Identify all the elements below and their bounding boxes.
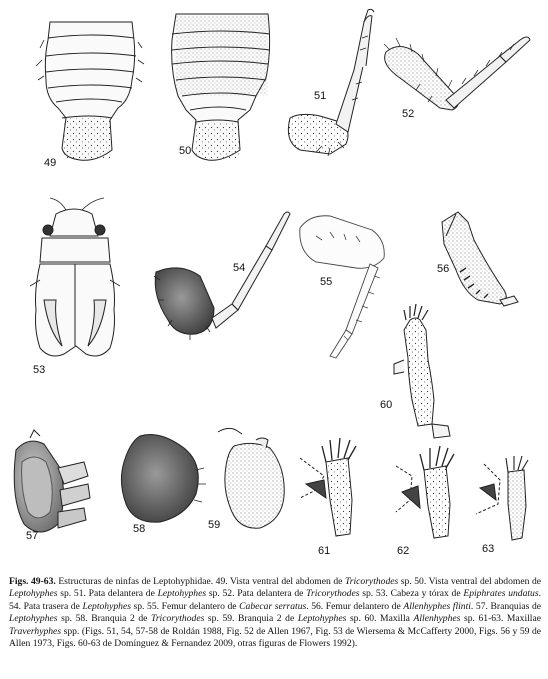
caption-segment: Epiphrates undatus <box>463 588 539 600</box>
panel-label-61: 61 <box>318 545 331 557</box>
panel-label-57: 57 <box>26 530 39 542</box>
panel-label-56: 56 <box>437 263 450 275</box>
fig-63-maxilla-drawing <box>476 456 528 540</box>
fig-57-gills-drawing <box>14 430 90 532</box>
caption-segment: Estructuras de ninfas de Leptohyphidae. 49. Vista ventral del abdomen de <box>55 576 345 587</box>
figure-caption <box>9 576 541 650</box>
panel-label-50: 50 <box>179 145 192 157</box>
caption-segment: sp. 61-63. Maxillae <box>460 613 541 625</box>
caption-segment: Allenhyphes <box>413 613 461 625</box>
caption-segment: sp. 59. Branquia 2 de <box>204 613 298 625</box>
caption-segment: Tricorythodes <box>344 576 399 587</box>
panel-label-49: 49 <box>44 157 57 169</box>
panel-label-53: 53 <box>33 364 46 376</box>
caption-segment: sp. 52. Pata delantera de <box>206 588 307 600</box>
caption-segment: Cabecar serratus <box>239 600 307 612</box>
panel-label-52: 52 <box>402 108 415 120</box>
caption-segment: spp. (Figs. 51, 54, 57-58 de Roldán 1988, Fig. 52 de Allen 1967, Fig. 53 de Wiersema & McCafferty 2000, Figs. 56 y 59 de Allen 1973, Figs. 60-63 de Domínguez & Fernandez 2009, otras figuras de Flowers 1992). <box>9 625 541 650</box>
panel-label-63: 63 <box>482 543 495 555</box>
caption-segment: Leptohyphes <box>9 588 58 600</box>
caption-segment: . 56. Femur delantero de <box>306 600 404 612</box>
fig-59-gill-drawing <box>218 428 284 528</box>
fig-60-maxilla-drawing <box>394 304 450 438</box>
caption-segment: Leptohyphes <box>82 600 131 612</box>
caption-segment: Tricorythodes <box>151 613 205 625</box>
caption-segment: Allenhyphes flinti <box>403 600 471 612</box>
panel-label-60: 60 <box>380 399 393 411</box>
fig-51-leg-drawing <box>288 9 374 156</box>
panel-label-59: 59 <box>208 519 221 531</box>
panel-label-54: 54 <box>233 262 246 274</box>
fig-55-femur-drawing <box>300 216 384 358</box>
caption-segment: sp. 50. Vista ventral del abdomen de <box>398 576 541 587</box>
caption-segment: sp. 58. Branquia 2 de <box>57 613 152 625</box>
caption-segment: Tricorythodes <box>306 588 360 600</box>
panel-label-58: 58 <box>133 523 146 535</box>
fig-54-leg-drawing <box>154 212 290 340</box>
caption-segment: Figs. 49-63. <box>9 576 56 587</box>
caption-segment: Leptohyphes <box>157 588 207 600</box>
fig-62-maxilla-drawing <box>396 446 454 538</box>
fig-50-abdomen-drawing <box>172 14 270 160</box>
caption-segment: Leptohyphes <box>9 613 58 625</box>
fig-61-maxilla-drawing <box>300 438 356 536</box>
caption-segment: Leptohyphes <box>297 613 347 625</box>
caption-segment: sp. 53. Cabeza y tórax de <box>359 588 464 600</box>
caption-segment: Traverhyphes <box>9 625 62 637</box>
fig-49-abdomen-drawing <box>36 22 144 160</box>
caption-segment: sp. 60. Maxilla <box>346 613 414 625</box>
panel-label-55: 55 <box>320 276 333 288</box>
fig-58-gill-drawing <box>121 435 206 523</box>
fig-53-head-thorax-drawing <box>30 198 120 356</box>
panel-label-51: 51 <box>314 90 327 102</box>
caption-segment: . 54. Pata trasera de <box>9 588 541 612</box>
caption-segment: . 57. Branquias de <box>470 600 542 612</box>
panel-label-62: 62 <box>397 545 410 557</box>
fig-56-femur-drawing <box>442 212 518 306</box>
fig-52-leg-drawing <box>384 37 530 110</box>
caption-segment: sp. 51. Pata delantera de <box>57 588 158 600</box>
caption-segment: sp. 55. Femur delantero de <box>130 600 240 612</box>
